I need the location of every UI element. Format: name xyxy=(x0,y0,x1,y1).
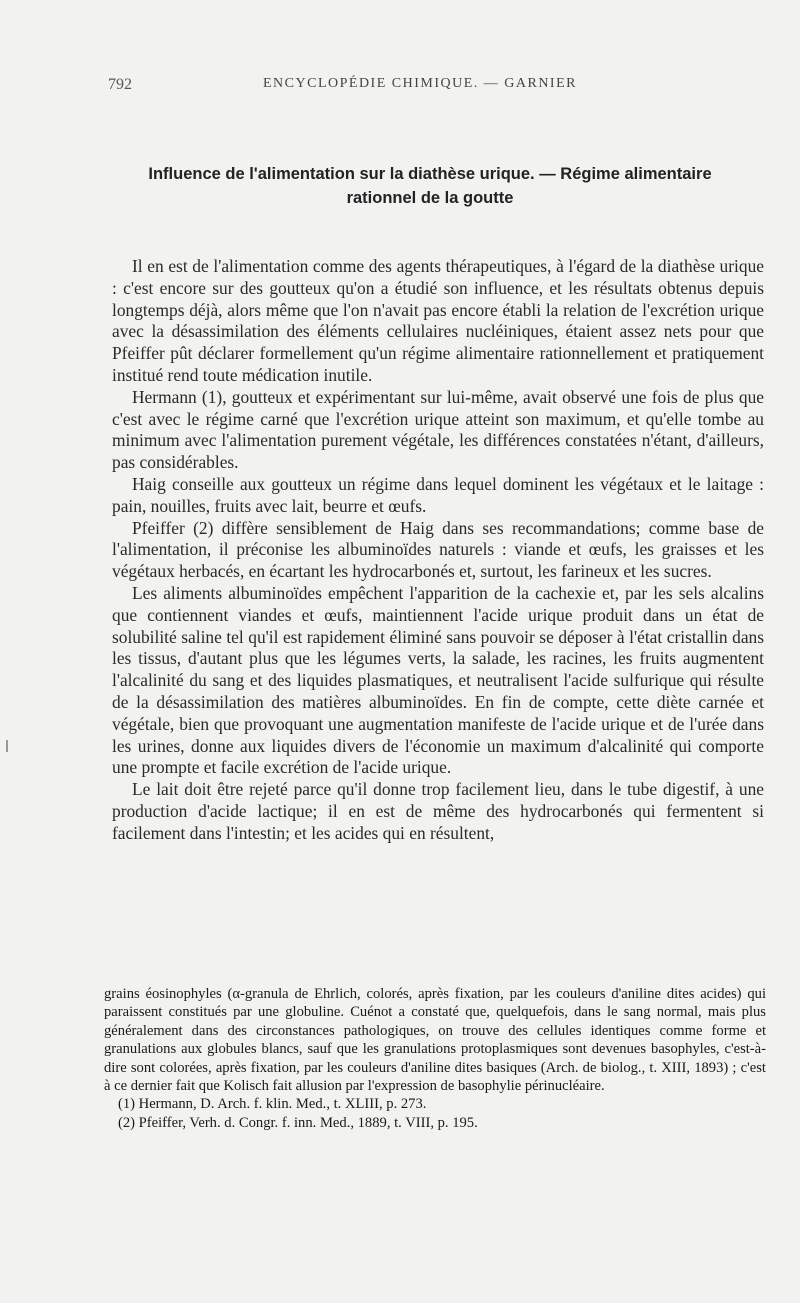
section-title-line-1: Influence de l'alimentation sur la diathèse urique. — Régime alimentaire xyxy=(148,165,712,183)
paragraph: Hermann (1), goutteux et expérimentant sur lui-même, avait observé une fois de plus que c'est avec le régime carné que l'excrétion urique atteint son maximum, et qu'elle tombe au minimum avec l'alimentation purement végétale, les différences constatées n'étant, d'ailleurs, pas considérables. xyxy=(112,386,764,473)
paragraph: Les aliments albuminoïdes empêchent l'apparition de la cachexie et, par les sels alcalins que contiennent viandes et œufs, maintiennent l'acide urique produit dans un état de solubilité saline tel qu'il est rapidement éliminé sans pouvoir se déposer à l'état cristallin dans les tissus, d'autant plus que les légumes verts, la salade, les racines, les fruits augmentent l'alcalinité du sang et des liquides plasmatiques, et neutralisent l'acide sulfurique qui résulte de la désassimilation des matières albuminoïdes. En fin de compte, cette diète carnée et végétale, bien que provoquant une augmentation manifeste de l'acide urique et de l'urée dans les urines, donne aux liquides divers de l'économie un maximum d'alcalinité qui comporte une prompte et facile excrétion de l'acide urique. xyxy=(112,582,764,778)
section-title xyxy=(100,162,760,210)
paragraph: Haig conseille aux goutteux un régime dans lequel dominent les végétaux et le laitage : pain, nouilles, fruits avec lait, beurre et œufs. xyxy=(112,473,764,516)
margin-mark xyxy=(6,740,8,752)
page-number: 792 xyxy=(108,76,132,93)
footnote: (1) Hermann, D. Arch. f. klin. Med., t. XLIII, p. 273. xyxy=(118,1096,427,1113)
body-text xyxy=(112,256,764,845)
paragraph: Pfeiffer (2) diffère sensiblement de Haig dans ses recommandations; comme base de l'alimentation, il préconise les albuminoïdes naturels : viande et œufs, les graisses et les végétaux herbacés, en écartant les hydrocarbonés et, surtout, les farineux et les sucres. xyxy=(112,517,764,582)
page-header xyxy=(100,76,740,96)
footnotes xyxy=(104,985,766,1132)
paragraph: Le lait doit être rejeté parce qu'il donne trop facilement lieu, dans le tube digestif, à une production d'acide lactique; il en est de même des hydrocarbonés qui fermentent si facilement dans l'intestin; et les acides qui en résultent, xyxy=(112,779,764,843)
footnote: (2) Pfeiffer, Verh. d. Congr. f. inn. Med., 1889, t. VIII, p. 195. xyxy=(118,1114,478,1131)
paragraph: Il en est de l'alimentation comme des agents thérapeutiques, à l'égard de la diathèse urique : c'est encore sur des goutteux qu'on a étudié son influence, et les résultats obtenus depuis longtemps déjà, alors même que l'on n'avait pas encore établi la relation de l'excrétion urique avec la désassimilation des éléments cellulaires nucléiniques, étaient assez nets pour que Pfeiffer pût déclarer formellement qu'un régime alimentaire rationnellement et pratiquement institué rend toute médication inutile. xyxy=(112,256,764,385)
section-title-line-2: rationnel de la goutte xyxy=(346,189,514,207)
footnote-continuation: grains éosinophyles (α-granula de Ehrlich, colorés, après fixation, par les couleurs d'aniline dites acides) qui paraissent constitués par une globuline. Cuénot a constaté que, quelquefois, dans le sang normal, mais plus généralement dans des circonstances pathologiques, on trouve des cellules identiques comme forme et granulations aux globules blancs, sauf que les granulations protoplasmiques sont devenues basophyles, c'est-à-dire sont colorées, après fixation, par les couleurs d'aniline dites basiques (Arch. de biolog., t. XIII, 1893) ; c'est à ce dernier fait que Kolisch fait allusion par l'expression de basophylie périnucléaire. xyxy=(104,986,766,1095)
running-head: ENCYCLOPÉDIE CHIMIQUE. — GARNIER xyxy=(263,76,577,91)
